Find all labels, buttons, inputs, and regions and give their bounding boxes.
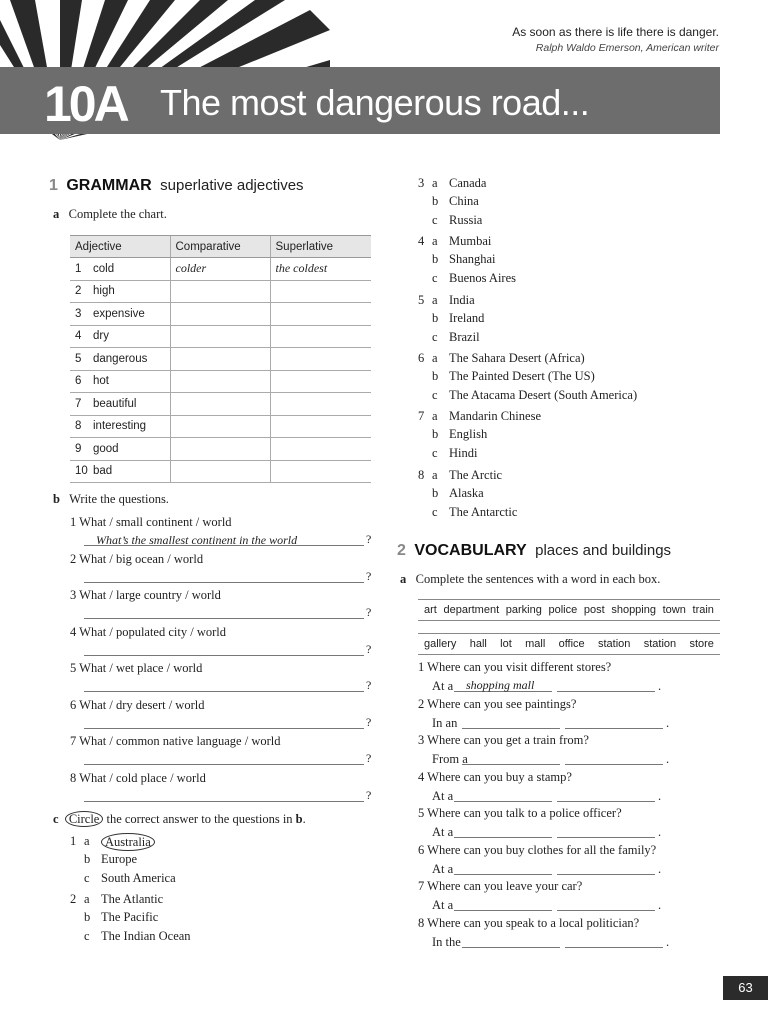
adjective-text: high (93, 285, 115, 298)
word-box-word: lot (500, 638, 512, 650)
adjective-cell (70, 325, 170, 348)
option-letter: a (432, 409, 438, 423)
answer-option[interactable]: South America (101, 870, 176, 885)
option-letter: b (432, 311, 439, 326)
adjective-cell (70, 460, 170, 483)
vocab-question: 1 Where can you visit different stores? (418, 660, 612, 674)
option-letter: a (432, 351, 438, 365)
word-box-word: shopping (611, 604, 656, 616)
answer-option[interactable]: China (449, 194, 479, 209)
answer-line-2[interactable] (565, 764, 663, 765)
vocab-question: 5 Where can you talk to a police officer? (418, 806, 622, 820)
question-mark: ? (366, 787, 372, 802)
exercise-1c-instruction (53, 811, 306, 827)
vocab-question: 3 Where can you get a train from? (418, 733, 589, 747)
word-box-word: parking (505, 604, 542, 616)
adjective-cell (70, 393, 170, 416)
answer-text: shopping mall (466, 678, 535, 692)
superlative-cell[interactable] (270, 460, 371, 483)
answer-line-1[interactable] (454, 801, 552, 802)
answer-prefix: At a (432, 679, 454, 693)
question-prompt: 2 What / big ocean / world (70, 551, 204, 566)
answer-line[interactable] (84, 764, 364, 765)
answer-line-1[interactable] (454, 874, 552, 875)
question-prompt: 4 What / populated city / world (70, 624, 226, 639)
superlative-cell[interactable] (270, 438, 371, 461)
answer-option[interactable]: Brazil (449, 329, 480, 344)
question-number: 2 (70, 892, 77, 906)
question-number: 1 (70, 834, 77, 848)
answer-option[interactable]: Mandarin Chinese (449, 409, 541, 423)
word-box-word: department (443, 604, 500, 616)
chart-row (70, 258, 371, 281)
adjective-text: bad (93, 465, 113, 478)
question-mark: ? (366, 568, 372, 583)
option-letter: c (432, 270, 438, 285)
question-mark: ? (366, 605, 372, 619)
question-number: 6 (418, 351, 425, 365)
section-name: GRAMMAR (66, 177, 152, 194)
chart-row (70, 325, 371, 348)
question-mark: ? (366, 678, 372, 692)
answer-line-1[interactable] (462, 947, 560, 948)
row-number: 2 (75, 285, 82, 298)
quote-author: Ralph Waldo Emerson, American writer (535, 42, 719, 54)
answer-line-2[interactable] (557, 837, 655, 838)
answer-prefix: In an (432, 715, 458, 730)
answer-line-2[interactable] (565, 728, 663, 729)
question-number: 3 (418, 176, 425, 190)
row-number: 6 (75, 375, 82, 388)
answer-prefix: From a (432, 752, 468, 766)
exercise-2a-instruction (400, 571, 660, 587)
section-number: 1 (49, 177, 58, 194)
option-letter: c (84, 928, 90, 943)
vocab-question: 7 Where can you leave your car? (418, 879, 583, 893)
option-letter: b (84, 910, 91, 925)
option-letter: a (432, 176, 438, 190)
adjective-cell (70, 303, 170, 326)
answer-end: . (666, 934, 670, 949)
answer-prefix: At a (432, 861, 454, 876)
vocab-question: 2 Where can you see paintings? (418, 696, 577, 711)
answer-line-1[interactable] (462, 728, 560, 729)
answer-option[interactable]: The Indian Ocean (101, 928, 191, 943)
comparative-cell[interactable] (170, 280, 270, 303)
answer-option[interactable]: Australia (101, 833, 155, 851)
answer-option[interactable]: Hindi (449, 445, 478, 460)
option-letter: a (432, 468, 438, 482)
answer-end: . (666, 715, 670, 730)
option-letter: a (84, 834, 90, 848)
vocab-question: 6 Where can you buy clothes for all the family? (418, 842, 657, 857)
word-box-1 (418, 599, 720, 621)
answer-option[interactable]: Canada (449, 176, 487, 190)
word-box-word: store (689, 638, 714, 650)
answer-line[interactable] (84, 582, 364, 583)
answer-option[interactable]: Shanghai (449, 252, 496, 267)
comparative-cell[interactable] (170, 303, 270, 326)
answer-option[interactable]: Russia (449, 212, 483, 227)
section-name: VOCABULARY (414, 542, 527, 559)
adjective-cell (70, 280, 170, 303)
instruction-text: Write the questions. (69, 492, 169, 506)
answer-line[interactable] (84, 728, 364, 729)
option-letter: b (432, 369, 439, 384)
answer-prefix: In the (432, 934, 461, 949)
superlative-cell[interactable] (270, 325, 371, 348)
question-prompt: 3 What / large country / world (70, 588, 221, 602)
question-prompt: 1 What / small continent / world (70, 515, 232, 529)
answer-line-1[interactable] (454, 837, 552, 838)
answer-option[interactable]: The Painted Desert (The US) (449, 369, 595, 384)
word-box-word: station (597, 638, 631, 650)
question-number: 7 (418, 409, 425, 423)
comparative-cell[interactable] (170, 370, 270, 393)
row-number: 8 (75, 420, 82, 433)
option-letter: b (84, 852, 91, 867)
instruction-text: Complete the chart. (68, 207, 167, 221)
question-prompt: 7 What / common native language / world (70, 734, 281, 748)
answer-end: . (658, 861, 662, 876)
answer-line[interactable] (84, 655, 364, 656)
unit-code: 10A (44, 76, 127, 132)
column-header: Comparative (170, 236, 270, 258)
row-number: 10 (75, 465, 88, 478)
answer-line-2[interactable] (557, 801, 655, 802)
instruction-text: Complete the sentences with a word in each box. (415, 572, 661, 586)
superlative-cell[interactable] (270, 348, 371, 371)
comparative-cell[interactable] (170, 348, 270, 371)
exercise-label: a (400, 572, 407, 586)
answer-end: . (658, 788, 662, 803)
answer-option[interactable]: The Antarctic (449, 504, 518, 519)
answer-line-1[interactable] (454, 910, 552, 911)
option-letter: b (432, 252, 439, 267)
question-number: 5 (418, 293, 425, 307)
word-box-2 (418, 633, 720, 655)
exercise-label: a (53, 207, 60, 221)
answer-option[interactable]: India (449, 293, 475, 307)
superlative-cell[interactable] (270, 393, 371, 416)
answer-option[interactable]: English (449, 427, 488, 442)
instruction-ref: b (295, 812, 303, 826)
row-number: 7 (75, 397, 82, 410)
answer-prefix: At a (432, 898, 454, 912)
word-box-word: train (692, 604, 714, 616)
chart-row (70, 438, 371, 461)
word-box-word: art (424, 604, 437, 616)
word-box-word: police (548, 604, 578, 616)
section-number: 2 (397, 542, 406, 559)
row-number: 1 (75, 262, 82, 275)
option-letter: c (432, 212, 438, 227)
question-prompt: 5 What / wet place / world (70, 661, 203, 675)
answer-text: What’s the smallest continent in the world (96, 533, 298, 547)
question-prompt: 6 What / dry desert / world (70, 697, 205, 712)
superlative-chart (70, 235, 371, 483)
chart-row (70, 460, 371, 483)
column-header: Adjective (70, 236, 170, 258)
comparative-cell[interactable]: colder (170, 258, 270, 281)
option-letter: a (432, 293, 438, 307)
word-box-word: town (662, 604, 686, 616)
chart-row (70, 303, 371, 326)
word-box-word: station (643, 638, 677, 650)
answer-option[interactable]: Alaska (449, 486, 484, 501)
question-mark: ? (366, 641, 372, 656)
answer-option[interactable]: The Sahara Desert (Africa) (449, 351, 585, 365)
option-letter: c (432, 504, 438, 519)
superlative-cell[interactable] (270, 415, 371, 438)
exercise-1a-instruction (53, 206, 167, 222)
word-box-word: hall (469, 638, 487, 650)
option-letter: c (432, 329, 438, 344)
answer-line-2[interactable] (557, 874, 655, 875)
answer-option[interactable]: Ireland (449, 311, 485, 326)
option-letter: b (432, 486, 439, 501)
column-header: Superlative (270, 236, 371, 258)
comparative-cell[interactable] (170, 393, 270, 416)
superlative-cell[interactable] (270, 370, 371, 393)
answer-prefix: At a (432, 825, 454, 839)
answer-option[interactable]: Europe (101, 852, 138, 867)
adjective-text: expensive (93, 307, 145, 320)
answer-end: . (666, 752, 670, 766)
adjective-cell (70, 415, 170, 438)
exercise-label: c (53, 812, 59, 826)
question-number: 4 (418, 234, 425, 248)
superlative-cell[interactable] (270, 280, 371, 303)
option-letter: b (432, 427, 439, 442)
answer-option[interactable]: The Pacific (101, 910, 159, 925)
adjective-cell (70, 438, 170, 461)
question-mark: ? (366, 714, 372, 729)
answer-line-1[interactable] (462, 764, 560, 765)
answer-end: . (658, 898, 662, 912)
vocab-question: 4 Where can you buy a stamp? (418, 769, 572, 784)
word-box-word: post (583, 604, 605, 616)
adjective-text: good (93, 442, 119, 455)
circle-word: Circle (65, 811, 104, 827)
option-letter: c (432, 445, 438, 460)
row-number: 5 (75, 352, 82, 365)
chart-row (70, 415, 371, 438)
comparative-cell[interactable] (170, 460, 270, 483)
answer-line[interactable] (84, 691, 364, 692)
answer-line-2[interactable] (557, 910, 655, 911)
answer-line[interactable] (84, 801, 364, 802)
option-letter: a (84, 892, 90, 906)
chart-row (70, 370, 371, 393)
row-number: 3 (75, 307, 82, 320)
section-topic: superlative adjectives (160, 177, 304, 194)
adjective-text: beautiful (93, 397, 137, 410)
answer-option[interactable]: The Atacama Desert (South America) (449, 387, 638, 402)
instruction-text: the correct answer to the questions in (103, 812, 296, 826)
unit-title: The most dangerous road... (160, 82, 590, 123)
answer-end: . (658, 679, 662, 693)
answer-end: . (658, 825, 662, 839)
row-number: 4 (75, 330, 82, 343)
adjective-text: dangerous (93, 352, 148, 365)
comparative-cell[interactable] (170, 438, 270, 461)
option-letter: a (432, 234, 438, 248)
quote-text: As soon as there is life there is danger. (512, 25, 719, 39)
answer-option[interactable]: The Arctic (449, 468, 503, 482)
question-mark: ? (366, 532, 372, 546)
chart-row (70, 393, 371, 416)
superlative-cell[interactable]: the coldest (270, 258, 371, 281)
question-prompt: 8 What / cold place / world (70, 770, 206, 785)
row-number: 9 (75, 442, 82, 455)
chart-row (70, 348, 371, 371)
adjective-cell (70, 370, 170, 393)
word-box-word: gallery (424, 638, 457, 650)
vocab-question: 8 Where can you speak to a local politician? (418, 915, 640, 930)
adjective-text: interesting (93, 420, 147, 433)
answer-line[interactable] (84, 618, 364, 619)
exercise-label: b (53, 492, 60, 506)
epigraph-quote (512, 24, 719, 56)
answer-option[interactable]: The Atlantic (101, 892, 164, 906)
adjective-cell (70, 258, 170, 281)
word-box-word: mall (525, 638, 546, 650)
adjective-text: dry (93, 330, 109, 343)
section-2-heading (397, 542, 671, 560)
adjective-text: cold (93, 262, 115, 275)
instruction-end: . (302, 812, 306, 826)
option-letter: c (84, 870, 90, 885)
question-number: 8 (418, 468, 425, 482)
section-topic: places and buildings (535, 542, 672, 559)
exercise-1b-instruction (53, 491, 169, 507)
adjective-cell (70, 348, 170, 371)
superlative-cell[interactable] (270, 303, 371, 326)
option-letter: b (432, 194, 439, 209)
answer-option[interactable]: Buenos Aires (449, 270, 517, 285)
answer-line-2[interactable] (557, 691, 655, 692)
section-1-heading (49, 177, 304, 195)
adjective-text: hot (93, 375, 109, 388)
answer-line-2[interactable] (565, 947, 663, 948)
page-number: 63 (723, 976, 768, 1000)
word-box-word: office (558, 638, 585, 650)
question-mark: ? (366, 751, 372, 765)
answer-prefix: At a (432, 788, 454, 803)
answer-option[interactable]: Mumbai (449, 234, 492, 248)
comparative-cell[interactable] (170, 325, 270, 348)
chart-row (70, 280, 371, 303)
comparative-cell[interactable] (170, 415, 270, 438)
option-letter: c (432, 387, 438, 402)
